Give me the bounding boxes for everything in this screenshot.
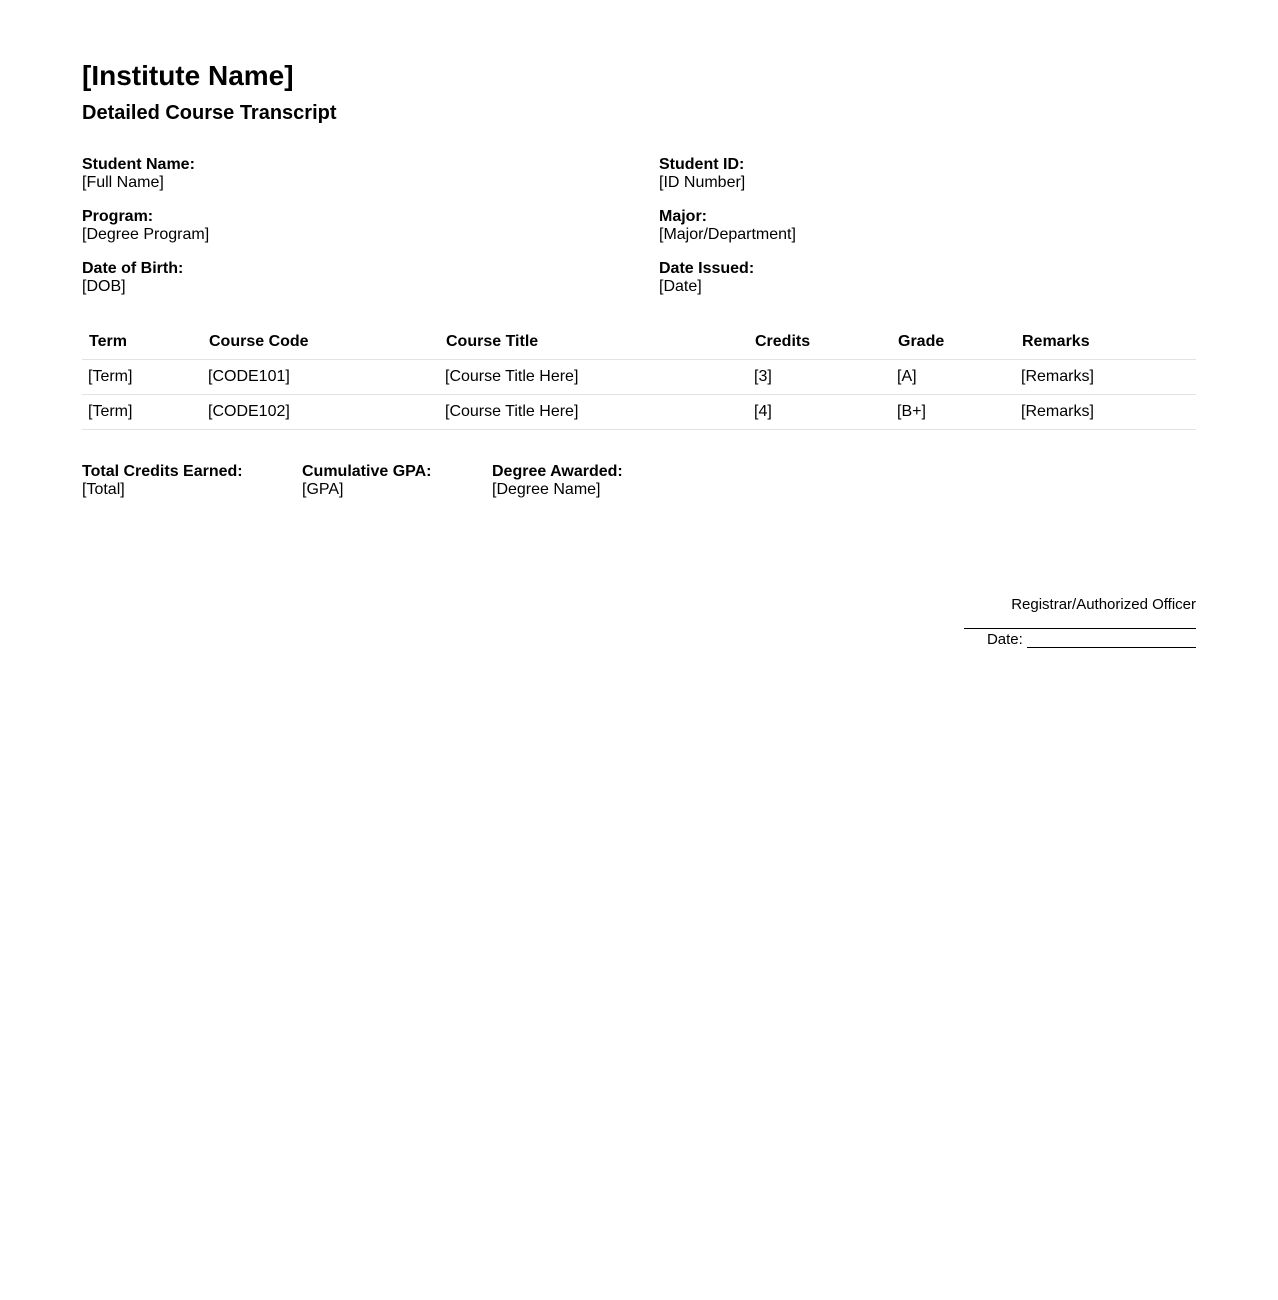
cell-grade: [A] [891, 360, 1015, 395]
course-table [82, 324, 1196, 430]
signature-date-label: Date: [986, 631, 1023, 648]
column-header-course-title: Course Title [439, 324, 748, 360]
column-header-term: Term [82, 324, 202, 360]
student-id-value: [ID Number] [659, 174, 746, 191]
major-field [659, 208, 796, 244]
cell-course-title: [Course Title Here] [439, 395, 748, 430]
dob-value: [DOB] [82, 278, 126, 295]
program-label: Program: [82, 208, 154, 225]
cell-credits: [4] [748, 395, 891, 430]
signature-block [936, 596, 1196, 649]
cell-remarks: [Remarks] [1015, 360, 1196, 395]
program-field [82, 208, 209, 244]
cumulative-gpa-value: [GPA] [302, 481, 344, 498]
table-row [82, 360, 1196, 395]
officer-title: Registrar/Authorized Officer [1011, 596, 1196, 613]
degree-awarded-label: Degree Awarded: [492, 463, 623, 480]
date-issued-field [659, 260, 754, 296]
major-label: Major: [659, 208, 707, 225]
signature-line [964, 628, 1196, 629]
total-credits-value: [Total] [82, 481, 125, 498]
program-value: [Degree Program] [82, 226, 210, 243]
student-name-value: [Full Name] [82, 174, 164, 191]
student-name-label: Student Name: [82, 156, 195, 173]
institute-name: [Institute Name] [82, 60, 294, 91]
total-credits-label: Total Credits Earned: [82, 463, 243, 480]
cell-grade: [B+] [891, 395, 1015, 430]
student-id-field [659, 156, 745, 192]
total-credits-field [82, 463, 243, 499]
signature-date-line [1027, 631, 1196, 648]
cell-remarks: [Remarks] [1015, 395, 1196, 430]
column-header-grade: Grade [891, 324, 1015, 360]
signature-date-row [936, 631, 1196, 649]
document-title: Detailed Course Transcript [82, 102, 337, 124]
column-header-course-code: Course Code [202, 324, 439, 360]
cell-course-code: [CODE102] [202, 395, 439, 430]
column-header-remarks: Remarks [1015, 324, 1196, 360]
student-name-field [82, 156, 195, 192]
degree-awarded-value: [Degree Name] [492, 481, 601, 498]
cumulative-gpa-label: Cumulative GPA: [302, 463, 432, 480]
major-value: [Major/Department] [659, 226, 796, 243]
column-header-credits: Credits [748, 324, 891, 360]
table-header-row [82, 324, 1196, 360]
cell-credits: [3] [748, 360, 891, 395]
cumulative-gpa-field [302, 463, 432, 499]
date-issued-value: [Date] [659, 278, 702, 295]
dob-label: Date of Birth: [82, 260, 184, 277]
date-issued-label: Date Issued: [659, 260, 755, 277]
dob-field [82, 260, 183, 296]
cell-term: [Term] [82, 360, 202, 395]
degree-awarded-field [492, 463, 623, 499]
student-id-label: Student ID: [659, 156, 745, 173]
table-row [82, 395, 1196, 430]
cell-course-code: [CODE101] [202, 360, 439, 395]
cell-course-title: [Course Title Here] [439, 360, 748, 395]
cell-term: [Term] [82, 395, 202, 430]
